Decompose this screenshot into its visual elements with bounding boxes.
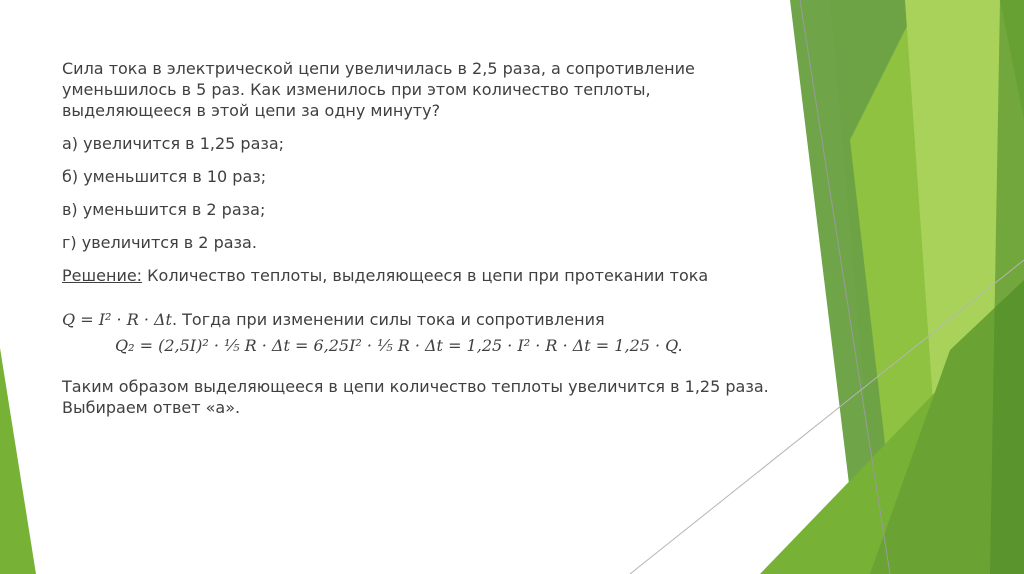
conclusion-text: Таким образом выделяющееся в цепи количество теплоты увеличится в 1,25 раза. Выбираем ответ «а». — [62, 377, 769, 417]
option-a: а) увеличится в 1,25 раза; — [62, 134, 285, 153]
solution-text: Количество теплоты, выделяющееся в цепи при протекании тока — [142, 266, 709, 285]
option-b: б) уменьшится в 10 раз; — [62, 167, 267, 186]
formula-line-1-text: . Тогда при изменении силы тока и сопротивления — [171, 310, 605, 329]
solution-label: Решение: — [62, 266, 143, 285]
solution-line — [62, 265, 782, 286]
formula-q2: Q₂ = (2,5I)² · ¹⁄₅ R · Δt = 6,25I² · ¹⁄₅ R · Δt = 1,25 · I² · R · Δt = 1,25 · Q. — [115, 336, 683, 355]
slide-body — [62, 58, 782, 286]
question-text: Сила тока в электрической цепи увеличилась в 2,5 раза, а сопротивление уменьшилось в 5 раз. Как изменилось при этом количество теплоты, выделяющееся в этой цепи за одну минуту? — [62, 59, 695, 120]
left-green-triangle — [0, 348, 36, 574]
option-c: в) уменьшится в 2 раза; — [62, 200, 266, 219]
formula-line-1 — [62, 310, 605, 329]
formula-line-2 — [115, 336, 683, 355]
formula-heat: Q = I² · R · Δt — [62, 310, 172, 329]
option-d: г) увеличится в 2 раза. — [62, 233, 257, 252]
